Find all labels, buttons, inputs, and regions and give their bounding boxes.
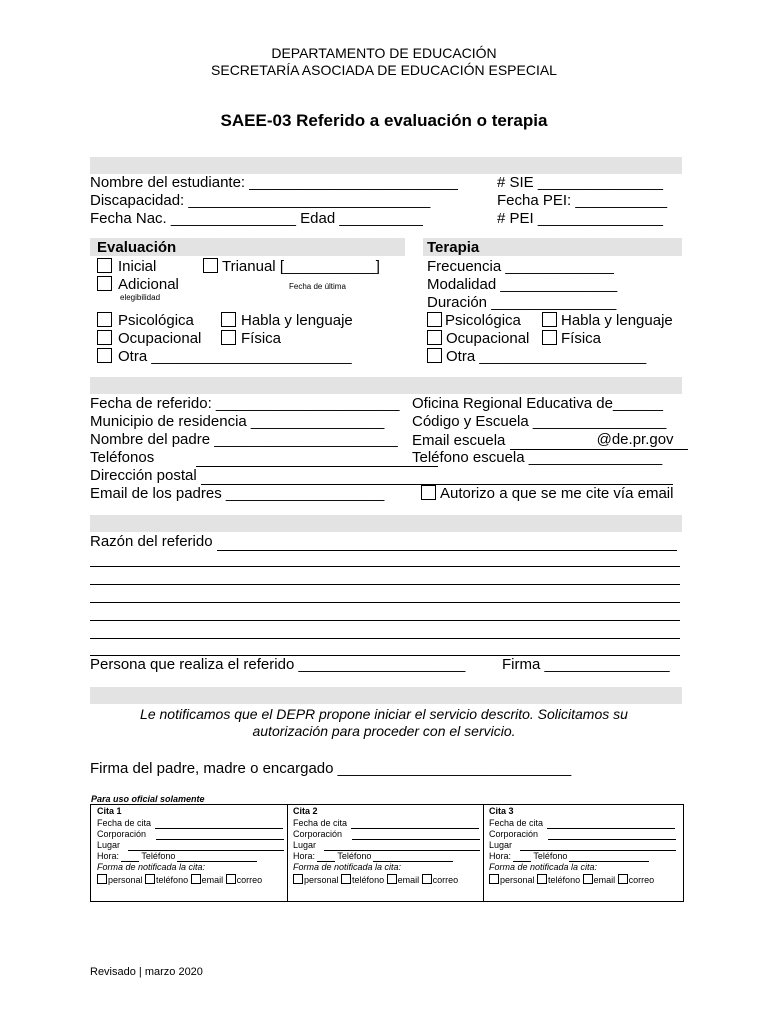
- eval-speech-label: Habla y lenguaje: [241, 312, 353, 329]
- notification-options: [293, 874, 458, 886]
- appointment-time-label: Hora:: [489, 851, 512, 861]
- section-band-student: [90, 157, 682, 174]
- eval-physical-option[interactable]: [221, 330, 281, 348]
- reason-line: [90, 638, 680, 639]
- notice-line-1: Le notificamos que el DEPR propone iniciar el servicio descrito. Solicitamos su: [140, 706, 628, 722]
- initial-label: Inicial: [118, 258, 157, 275]
- therapy-physical-checkbox[interactable]: [542, 330, 557, 345]
- appointment-time-label: Hora:: [293, 851, 316, 861]
- column-divider: [483, 805, 484, 901]
- notification-method-label: Forma de notificada la cita:: [489, 862, 598, 872]
- phone-label: teléfono: [352, 875, 385, 885]
- regional-office-field[interactable]: Oficina Regional Educativa de______: [412, 395, 664, 412]
- triennial-date-field[interactable]: [___________]: [279, 258, 380, 275]
- phones-field[interactable]: [90, 449, 438, 467]
- birthdate-age-field[interactable]: Fecha Nac. _______________ Edad __________: [90, 210, 423, 227]
- appointment-corporation-label: Corporación: [489, 829, 539, 839]
- email-authorization-checkbox[interactable]: [421, 485, 436, 500]
- therapy-occupational-label: Ocupacional: [446, 330, 530, 347]
- therapy-physical-label: Física: [561, 330, 602, 347]
- therapy-other-field[interactable]: Otra ____________________: [446, 348, 647, 365]
- eligibility-caption: elegibilidad: [120, 293, 161, 302]
- therapy-speech-label: Habla y lenguaje: [561, 312, 673, 329]
- phones-label: Teléfonos: [90, 449, 155, 466]
- appointment-title: Cita 2: [293, 806, 318, 816]
- eval-physical-checkbox[interactable]: [221, 330, 236, 345]
- eval-occupational-checkbox[interactable]: [97, 330, 112, 345]
- mail-label: correo: [432, 875, 459, 885]
- phone-checkbox[interactable]: [145, 874, 155, 884]
- school-email-domain: @de.pr.gov: [510, 431, 688, 450]
- reason-line: [90, 620, 680, 621]
- appointment-place-field[interactable]: [293, 840, 480, 851]
- triennial-label: Trianual: [222, 258, 276, 275]
- mail-checkbox[interactable]: [618, 874, 628, 884]
- appointment-time-field[interactable]: [489, 851, 649, 862]
- reason-first-line: [217, 535, 677, 551]
- eval-occupational-option[interactable]: [97, 330, 201, 348]
- pei-number-field[interactable]: # PEI _______________: [497, 210, 663, 227]
- eval-other-checkbox[interactable]: [97, 348, 112, 363]
- appointment-corporation-line: [156, 829, 284, 840]
- appointment-place-line: [520, 840, 676, 851]
- eval-physical-label: Física: [241, 330, 282, 347]
- eval-psychological-option[interactable]: [97, 312, 194, 330]
- phones-line: [196, 451, 438, 467]
- appointment-2: [293, 805, 479, 901]
- appointment-place-label: Lugar: [97, 840, 121, 850]
- therapy-speech-option[interactable]: [542, 312, 673, 330]
- reason-label: Razón del referido: [90, 533, 213, 550]
- school-phone-field[interactable]: Teléfono escuela ________________: [412, 449, 663, 466]
- mail-label: correo: [236, 875, 263, 885]
- reason-line: [90, 584, 680, 585]
- appointment-date-line: [547, 818, 675, 829]
- evaluation-heading: Evaluación: [97, 239, 177, 256]
- appointment-title: Cita 3: [489, 806, 514, 816]
- reason-line: [90, 602, 680, 603]
- triennial-checkbox[interactable]: [203, 258, 218, 273]
- referral-date-field[interactable]: Fecha de referido: ______________________: [90, 395, 400, 412]
- therapy-frequency-field[interactable]: Frecuencia _____________: [427, 258, 614, 275]
- postal-address-field[interactable]: [90, 467, 673, 485]
- referrer-field[interactable]: Persona que realiza el referido ____________________: [90, 656, 466, 673]
- appointment-date-label: Fecha de cita: [97, 818, 152, 828]
- therapy-occupational-option[interactable]: [427, 330, 529, 348]
- email-authorization-option[interactable]: [421, 485, 673, 503]
- appointment-place-field[interactable]: [97, 840, 284, 851]
- appointment-phone-label: Teléfono: [337, 851, 372, 861]
- appointment-time-line: [121, 851, 139, 862]
- additional-checkbox[interactable]: [97, 276, 112, 291]
- section-band-notice: [90, 687, 682, 704]
- phone-label: teléfono: [548, 875, 581, 885]
- school-code-field[interactable]: Código y Escuela ________________: [412, 413, 667, 430]
- section-band-referral: [90, 377, 682, 394]
- reason-field[interactable]: [90, 533, 677, 551]
- email-checkbox[interactable]: [387, 874, 397, 884]
- revision-note: Revisado | marzo 2020: [90, 966, 203, 978]
- notification-method-label: Forma de notificada la cita:: [97, 862, 206, 872]
- student-name-field[interactable]: Nombre del estudiante: _________________________: [90, 174, 458, 191]
- appointment-date-line: [155, 818, 283, 829]
- appointment-corporation-field[interactable]: [97, 829, 284, 840]
- personal-label: personal: [108, 875, 143, 885]
- appointment-corporation-line: [352, 829, 480, 840]
- postal-address-line: [201, 469, 673, 485]
- reason-line: [90, 566, 680, 567]
- phone-label: teléfono: [156, 875, 189, 885]
- appointment-corporation-line: [548, 829, 676, 840]
- therapy-physical-option[interactable]: [542, 330, 601, 348]
- appointment-time-line: [513, 851, 531, 862]
- department-name: DEPARTAMENTO DE EDUCACIÓN: [271, 45, 497, 61]
- eval-speech-checkbox[interactable]: [221, 312, 236, 327]
- therapy-speech-checkbox[interactable]: [542, 312, 557, 327]
- appointment-phone-line: [177, 851, 257, 862]
- secretariat-name: SECRETARÍA ASOCIADA DE EDUCACIÓN ESPECIAL: [211, 62, 557, 78]
- appointment-title: Cita 1: [97, 806, 122, 816]
- last-date-caption: Fecha de última: [289, 282, 346, 291]
- email-checkbox[interactable]: [583, 874, 593, 884]
- appointment-time-field[interactable]: [293, 851, 453, 862]
- email-label: email: [201, 875, 224, 885]
- appointment-date-field[interactable]: [489, 818, 675, 829]
- parent-name-field[interactable]: Nombre del padre ______________________: [90, 431, 398, 448]
- eval-initial-option[interactable]: [97, 258, 156, 276]
- additional-label: Adicional: [118, 276, 179, 293]
- appointment-date-label: Fecha de cita: [489, 818, 544, 828]
- appointment-place-label: Lugar: [489, 840, 513, 850]
- appointment-phone-line: [569, 851, 649, 862]
- section-band-services: [90, 238, 682, 256]
- therapy-psychological-checkbox[interactable]: [427, 312, 442, 327]
- eval-triennial-option[interactable]: [203, 258, 380, 276]
- appointment-corporation-field[interactable]: [489, 829, 676, 840]
- email-checkbox[interactable]: [191, 874, 201, 884]
- therapy-occupational-checkbox[interactable]: [427, 330, 442, 345]
- therapy-modality-field[interactable]: Modalidad ______________: [427, 276, 618, 293]
- appointment-place-field[interactable]: [489, 840, 676, 851]
- column-divider: [287, 805, 288, 901]
- eval-psychological-label: Psicológica: [118, 312, 194, 329]
- appointment-time-field[interactable]: [97, 851, 257, 862]
- appointment-phone-label: Teléfono: [533, 851, 568, 861]
- appointment-place-label: Lugar: [293, 840, 317, 850]
- email-label: email: [593, 875, 616, 885]
- parent-signature-field[interactable]: Firma del padre, madre o encargado ____________________________: [90, 760, 572, 777]
- school-email-label: Email escuela: [412, 432, 506, 449]
- personal-checkbox[interactable]: [489, 874, 499, 884]
- appointment-time-line: [317, 851, 335, 862]
- personal-checkbox[interactable]: [293, 874, 303, 884]
- eval-other-option[interactable]: [97, 348, 352, 366]
- mail-checkbox[interactable]: [226, 874, 236, 884]
- notification-options: [97, 874, 262, 886]
- appointment-1: [97, 805, 283, 901]
- pei-date-field[interactable]: Fecha PEI: ___________: [497, 192, 668, 209]
- therapy-other-checkbox[interactable]: [427, 348, 442, 363]
- phone-checkbox[interactable]: [341, 874, 351, 884]
- therapy-heading: Terapia: [427, 239, 480, 256]
- appointment-date-field[interactable]: [97, 818, 283, 829]
- referrer-signature-field[interactable]: Firma _______________: [502, 656, 670, 673]
- section-band-reason: [90, 515, 682, 532]
- initial-checkbox[interactable]: [97, 258, 112, 273]
- postal-address-label: Dirección postal: [90, 467, 197, 484]
- personal-checkbox[interactable]: [97, 874, 107, 884]
- disability-field[interactable]: Discapacidad: _____________________________: [90, 192, 431, 209]
- appointment-date-label: Fecha de cita: [293, 818, 348, 828]
- therapy-psychological-label: Psicológica: [445, 312, 521, 329]
- phone-checkbox[interactable]: [537, 874, 547, 884]
- appointment-corporation-label: Corporación: [293, 829, 343, 839]
- notification-method-label: Forma de notificada la cita:: [293, 862, 402, 872]
- therapy-other-option[interactable]: [427, 348, 646, 366]
- personal-label: personal: [304, 875, 339, 885]
- appointment-place-line: [128, 840, 284, 851]
- email-authorization-label: Autorizo a que se me cite vía email: [440, 485, 674, 502]
- eval-additional-option[interactable]: [97, 276, 179, 294]
- email-label: email: [397, 875, 420, 885]
- notification-options: [489, 874, 654, 886]
- appointment-time-label: Hora:: [97, 851, 120, 861]
- appointment-phone-line: [373, 851, 453, 862]
- form-title: SAEE-03 Referido a evaluación o terapia: [220, 111, 548, 130]
- sie-field[interactable]: # SIE _______________: [497, 174, 663, 191]
- municipality-field[interactable]: Municipio de residencia ________________: [90, 413, 385, 430]
- eval-occupational-label: Ocupacional: [118, 330, 202, 347]
- eval-psychological-checkbox[interactable]: [97, 312, 112, 327]
- therapy-duration-field[interactable]: Duración _______________: [427, 294, 617, 311]
- official-use-label: Para uso oficial solamente: [91, 794, 205, 804]
- appointment-corporation-field[interactable]: [293, 829, 480, 840]
- eval-speech-option[interactable]: [221, 312, 353, 330]
- personal-label: personal: [500, 875, 535, 885]
- appointment-phone-label: Teléfono: [141, 851, 176, 861]
- appointment-date-field[interactable]: [293, 818, 479, 829]
- mail-checkbox[interactable]: [422, 874, 432, 884]
- appointment-3: [489, 805, 679, 901]
- official-use-box: [90, 804, 684, 902]
- school-email-field[interactable]: [412, 431, 688, 450]
- mail-label: correo: [628, 875, 655, 885]
- appointment-date-line: [351, 818, 479, 829]
- appointment-corporation-label: Corporación: [97, 829, 147, 839]
- eval-other-field[interactable]: Otra ________________________: [118, 348, 352, 365]
- therapy-psychological-option[interactable]: [427, 312, 521, 330]
- parents-email-field[interactable]: Email de los padres ___________________: [90, 485, 385, 502]
- notice-line-2: autorización para proceder con el servicio.: [252, 723, 516, 739]
- appointment-place-line: [324, 840, 480, 851]
